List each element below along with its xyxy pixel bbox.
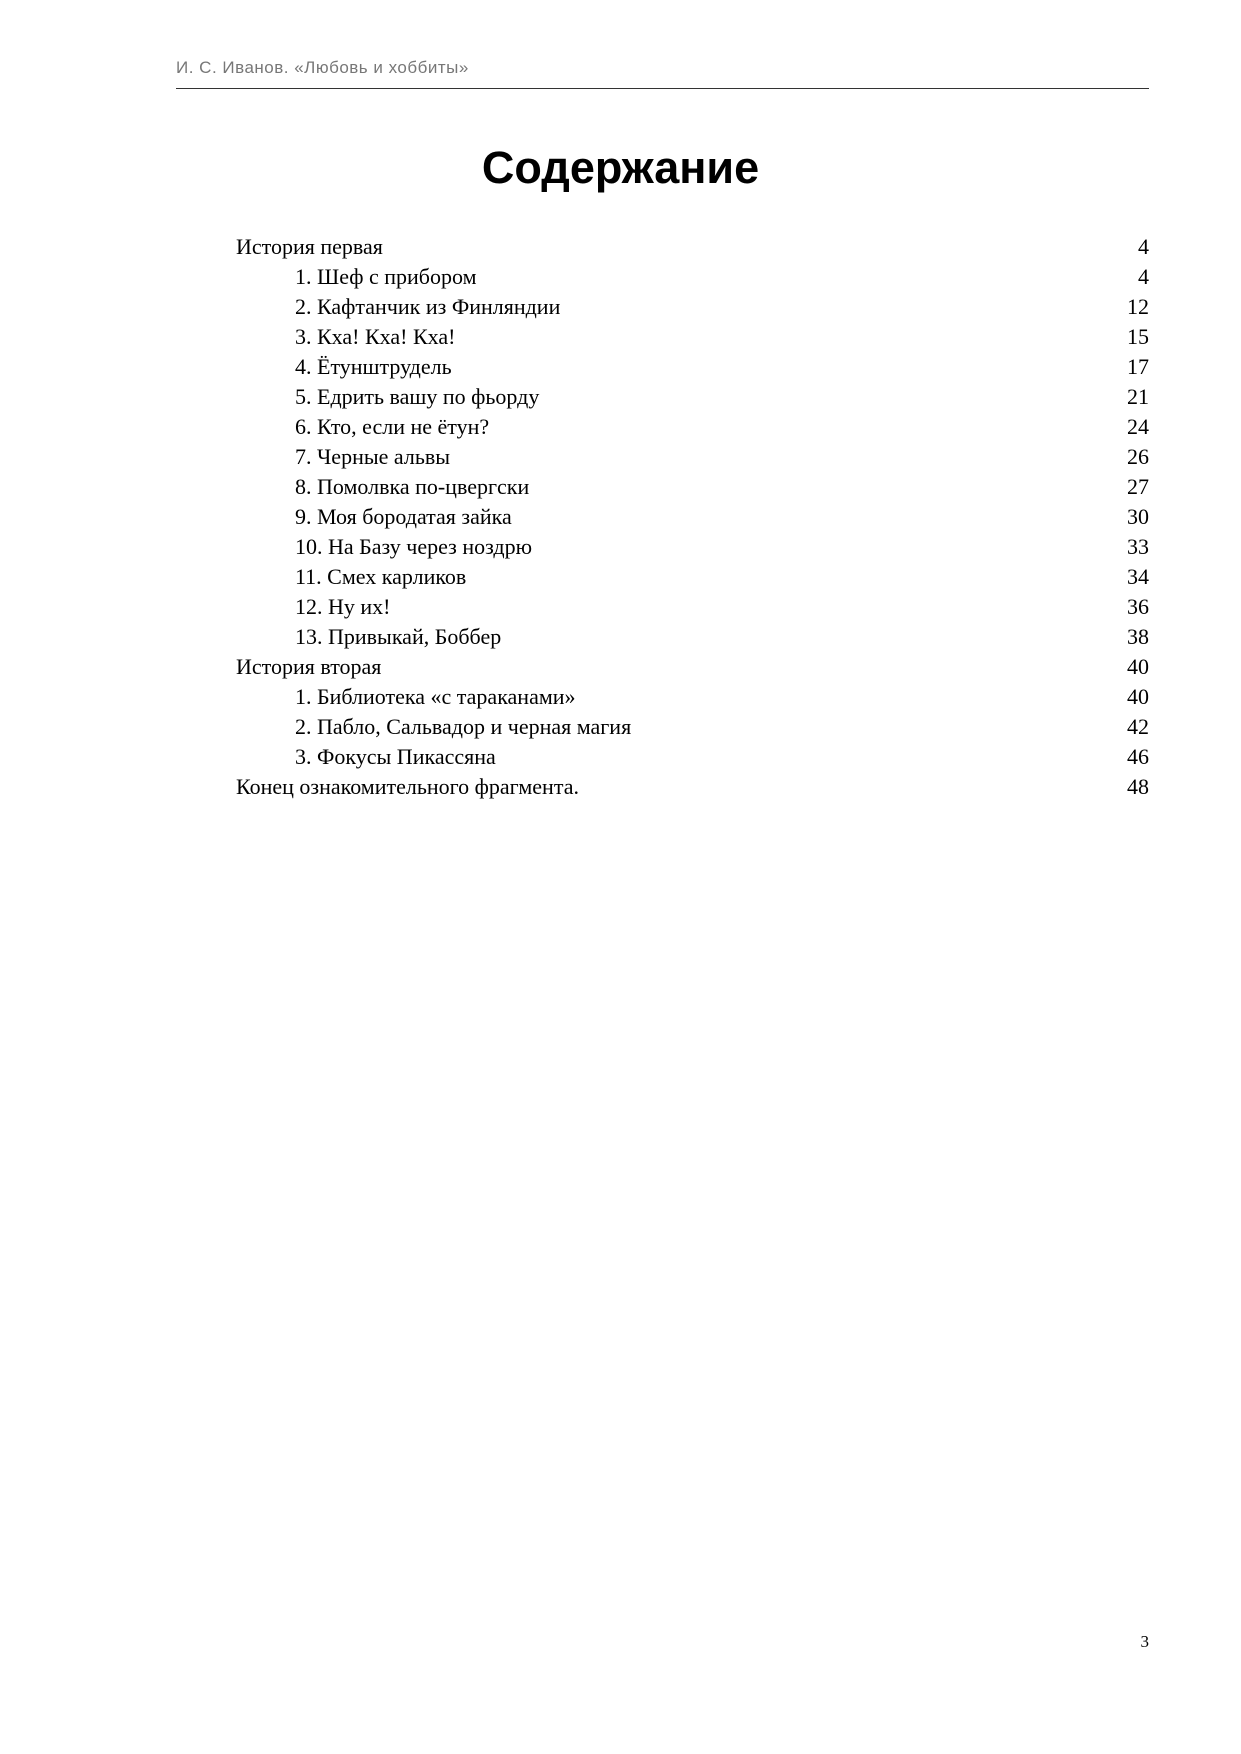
toc-entry-title: 3. Фокусы Пикассяна — [295, 744, 496, 769]
toc-entry-page: 26 — [1127, 444, 1149, 469]
toc-entry[interactable] — [236, 622, 1149, 652]
toc-entry-title: 12. Ну их! — [295, 594, 391, 619]
toc-entry-title: 7. Черные альвы — [295, 444, 451, 469]
toc-entry[interactable] — [236, 592, 1149, 622]
toc-entry-title: 1. Шеф с прибором — [295, 264, 477, 289]
toc-entry-title: 11. Смех карликов — [295, 564, 467, 589]
toc-entry-page: 4 — [1138, 234, 1149, 259]
toc-entry-page: 38 — [1127, 624, 1149, 649]
toc-entry-title: 4. Ётунштрудель — [295, 354, 452, 379]
toc-entry[interactable] — [236, 442, 1149, 472]
toc-entry-page: 24 — [1127, 414, 1149, 439]
toc-entry-page: 42 — [1127, 714, 1149, 739]
toc-entry[interactable] — [236, 472, 1149, 502]
toc-entry[interactable] — [236, 352, 1149, 382]
toc-entry[interactable] — [236, 232, 1149, 262]
toc-entry[interactable] — [236, 652, 1149, 682]
toc-entry-title: 3. Кха! Кха! Кха! — [295, 324, 456, 349]
toc-entry-title: 13. Привыкай, Боббер — [295, 624, 502, 649]
toc-entry-title: 6. Кто, если не ётун? — [295, 414, 490, 439]
toc-entry-page: 40 — [1127, 684, 1149, 709]
toc-entry[interactable] — [236, 682, 1149, 712]
header-divider — [176, 88, 1149, 89]
toc-entry-page: 33 — [1127, 534, 1149, 559]
toc-entry-title: Конец ознакомительного фрагмента. — [236, 774, 579, 799]
toc-entry-title: История первая — [236, 234, 383, 259]
toc-entry-page: 4 — [1138, 264, 1149, 289]
page-title: Содержание — [481, 142, 760, 193]
toc-entry-title: 1. Библиотека «с тараканами» — [295, 684, 576, 709]
toc-entry[interactable] — [236, 502, 1149, 532]
toc-entry-page: 40 — [1127, 654, 1149, 679]
toc-entry-title: История вторая — [236, 654, 382, 679]
toc-entry[interactable] — [236, 292, 1149, 322]
toc-entry-title: 5. Едрить вашу по фьорду — [295, 384, 540, 409]
toc-entry-page: 15 — [1127, 324, 1149, 349]
toc-entry-page: 17 — [1127, 354, 1149, 379]
running-header: И. С. Иванов. «Любовь и хоббиты» — [176, 58, 469, 77]
toc-entry-page: 21 — [1127, 384, 1149, 409]
toc-entry-page: 27 — [1127, 474, 1149, 499]
toc-entry-title: 8. Помолвка по-цвергски — [295, 474, 530, 499]
toc-entry-page: 30 — [1127, 504, 1149, 529]
toc-entry-page: 36 — [1127, 594, 1149, 619]
toc-entry[interactable] — [236, 712, 1149, 742]
toc-entry-title: 10. На Базу через ноздрю — [295, 534, 533, 559]
table-of-contents — [236, 232, 1149, 802]
toc-entry[interactable] — [236, 562, 1149, 592]
toc-entry[interactable] — [236, 262, 1149, 292]
toc-entry-page: 34 — [1127, 564, 1149, 589]
toc-entry-page: 12 — [1127, 294, 1149, 319]
toc-entry-title: 9. Моя бородатая зайка — [295, 504, 512, 529]
page-number: 3 — [1140, 1632, 1149, 1651]
toc-entry-title: 2. Кафтанчик из Финляндии — [295, 294, 561, 319]
toc-entry[interactable] — [236, 742, 1149, 772]
toc-entry-page: 46 — [1127, 744, 1149, 769]
toc-entry-title: 2. Пабло, Сальвадор и черная магия — [295, 714, 632, 739]
toc-entry[interactable] — [236, 532, 1149, 562]
toc-entry[interactable] — [236, 772, 1149, 802]
toc-entry-page: 48 — [1127, 774, 1149, 799]
toc-entry[interactable] — [236, 322, 1149, 352]
toc-entry[interactable] — [236, 412, 1149, 442]
toc-entry[interactable] — [236, 382, 1149, 412]
